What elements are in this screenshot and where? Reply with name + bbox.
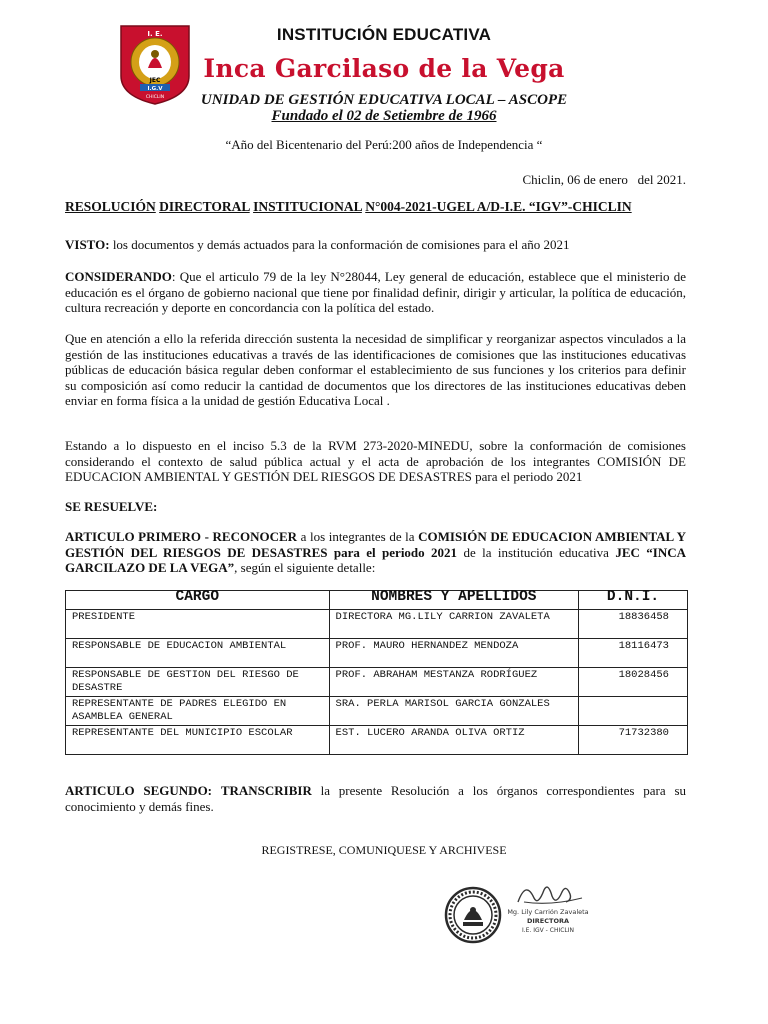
logo-text-top: I. E. xyxy=(147,30,163,38)
resolution-title xyxy=(65,199,632,215)
signature-org: I.E. IGV - CHICLIN xyxy=(521,927,575,934)
cell-nombre: DIRECTORA MG.LILY CARRION ZAVALETA xyxy=(329,610,579,639)
resolution-title-p2: DIRECTORAL xyxy=(159,199,250,214)
official-seal xyxy=(444,886,502,944)
se-resuelve-label: SE RESUELVE: xyxy=(65,499,158,514)
logo-text-mid: JEC xyxy=(149,77,161,84)
articulo-primero-t3: , según el siguiente detalle: xyxy=(234,560,376,575)
cell-dni: 71732380 xyxy=(579,726,688,755)
cell-dni: 18116473 xyxy=(579,639,688,668)
articulo-primero-t1: a los integrantes de la xyxy=(297,529,419,544)
resolution-title-p1: RESOLUCIÓN xyxy=(65,199,156,214)
considerando-label: CONSIDERANDO xyxy=(65,269,172,284)
cell-dni: 18836458 xyxy=(579,610,688,639)
table-row xyxy=(66,668,688,697)
cell-nombre: EST. LUCERO ARANDA OLIVA ORTIZ xyxy=(329,726,579,755)
visto-label: VISTO: xyxy=(65,237,110,252)
se-resuelve xyxy=(65,499,686,515)
col-header-cargo: CARGO xyxy=(66,591,330,610)
closing-line: REGISTRESE, COMUNIQUESE Y ARCHIVESE xyxy=(261,843,507,857)
institution-label: INSTITUCIÓN EDUCATIVA xyxy=(276,25,492,44)
paragraph-3: Estando a lo dispuesto en el inciso 5.3 de la RVM 273-2020-MINEDU, sobre la conformación de comisiones considerando el contexto de salud pública actual y el acta de aprobación de los integrantes COMISIÓN DE EDUCACION AMBIENTAL Y GESTIÓN DEL RIESGOS DE DESASTRES para el periodo 2021 xyxy=(65,438,686,484)
table-header-row xyxy=(66,591,688,610)
ugel-line: UNIDAD DE GESTIÓN EDUCATIVA LOCAL – ASCOPE xyxy=(200,92,568,108)
articulo-primero-label: ARTICULO PRIMERO xyxy=(65,529,202,544)
cell-dni: 18028456 xyxy=(579,668,688,697)
col-header-nombres: NOMBRES Y APELLIDOS xyxy=(329,591,579,610)
date-line: Chiclin, 06 de enero del 2021. xyxy=(522,172,686,187)
resolution-title-p4: N°004-2021-UGEL A/D-I.E. “IGV”-CHICLIN xyxy=(365,199,632,214)
paragraph-2: Que en atención a ello la referida dirección sustenta la necesidad de simplificar y reorganizar aspectos vinculados a la gestión de las instituciones educativas a través de las identificaciones de comisiones que las instituciones educativas públicas de educación básica regular deben conformar el establecimiento de sus funciones y los criterios para definir su composición así como reducir la cantidad de documentos que los directores de las instituciones educativas deben enviar en forma física a la unidad de gestión Educativa Local . xyxy=(65,331,686,408)
articulo-primero-school: JEC “INCA GARCILAZO DE LA VEGA” xyxy=(65,544,686,575)
articulo-primero xyxy=(65,529,686,576)
considerando-text: : Que el articulo 79 de la ley N°28044, Ley general de educación, establece que el ministerio de educación es el órgano de gobierno nacional que tiene por finalidad definir, dirigir y articular, la política de educación, cultura recreación y deporte en concordancia con la política del estado. xyxy=(65,269,686,315)
col-header-dni: D.N.I. xyxy=(579,591,688,610)
cell-cargo: REPRESENTANTE DE PADRES ELEGIDO EN ASAMBLEA GENERAL xyxy=(66,697,330,726)
table-row xyxy=(66,639,688,668)
cell-cargo: RESPONSABLE DE EDUCACION AMBIENTAL xyxy=(66,639,330,668)
visto-paragraph xyxy=(65,237,686,253)
articulo-primero-sep: - xyxy=(201,529,213,544)
school-name: Inca Garcilaso de la Vega xyxy=(203,54,565,83)
articulo-primero-t2: de la institución educativa xyxy=(457,544,616,560)
articulo-segundo-label: ARTICULO SEGUNDO: xyxy=(65,783,213,798)
cell-cargo: RESPONSABLE DE GESTION DEL RIESGO DE DESASTRE xyxy=(66,668,330,697)
cell-nombre: SRA. PERLA MARISOL GARCIA GONZALES xyxy=(329,697,579,726)
cell-nombre: PROF. ABRAHAM MESTANZA RODRÍGUEZ xyxy=(329,668,579,697)
commission-table xyxy=(65,590,688,755)
considerando-paragraph xyxy=(65,269,686,316)
cell-cargo: PRESIDENTE xyxy=(66,610,330,639)
articulo-segundo-verb: TRANSCRIBIR xyxy=(220,783,312,798)
visto-text: los documentos y demás actuados para la conformación de comisiones para el año 2021 xyxy=(109,237,570,252)
articulo-segundo xyxy=(65,783,686,814)
articulo-primero-verb: RECONOCER xyxy=(212,529,298,544)
articulo-primero-commission: COMISIÓN DE EDUCACION AMBIENTAL Y GESTIÓN DEL RIESGOS DE DESASTRES para el periodo 2021 xyxy=(65,529,686,560)
cell-cargo: REPRESENTANTE DEL MUNICIPIO ESCOLAR xyxy=(66,726,330,755)
resolution-title-p3: INSTITUCIONAL xyxy=(253,199,362,214)
signature-name: Mg. Lily Carrión Zavaleta xyxy=(507,908,589,916)
founded-line: Fundado el 02 de Setiembre de 1966 xyxy=(271,108,497,124)
table-row xyxy=(66,610,688,639)
director-signature xyxy=(500,872,600,938)
articulo-segundo-text: la presente Resolución a los órganos correspondientes para su conocimiento y demás fines. xyxy=(65,783,686,814)
cell-nombre: PROF. MAURO HERNANDEZ MENDOZA xyxy=(329,639,579,668)
table-row xyxy=(66,726,688,755)
logo-text-bottom: I.G.V xyxy=(147,86,163,92)
table-row xyxy=(66,697,688,726)
year-motto: “Año del Bicentenario del Perú:200 años de Independencia “ xyxy=(225,137,543,152)
logo-text-city: CHICLIN xyxy=(145,95,165,100)
signature-role: DIRECTORA xyxy=(526,917,570,925)
cell-dni xyxy=(579,697,688,726)
